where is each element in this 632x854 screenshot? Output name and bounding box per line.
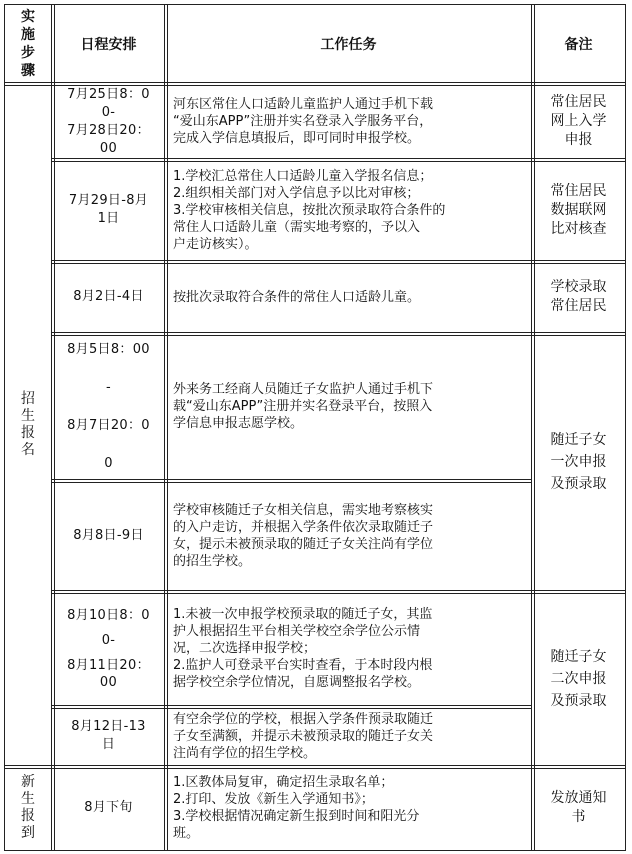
note-cell (532, 333, 625, 591)
stage-report (4, 766, 52, 850)
note-line: 常住居民 (550, 182, 607, 199)
stage-char: 新 (21, 774, 35, 790)
note-line: 一次申报 (550, 454, 607, 470)
table-row-time (52, 706, 165, 766)
time-line: 7月29日-8月 (68, 193, 149, 208)
task-line: 护人根据招生平台相关学校空余学位公示情 (173, 624, 421, 639)
task-line: 2.打印、发放《新生入学通知书》； (173, 792, 374, 807)
task-line: 班。 (173, 826, 200, 841)
note-cell (532, 84, 625, 159)
table-row-time (52, 159, 165, 261)
note-line: 及预录取 (550, 476, 607, 492)
task-line: 1.未被一次申报学校预录取的随迁子女，其监 (173, 607, 433, 622)
task-line: 户走访核实）。 (173, 236, 258, 252)
row-divider (52, 590, 532, 591)
task-line: 外来务工经商人员随迁子女监护人通过手机下 (173, 382, 434, 397)
task-line: “爱山东APP”注册并实名登录入学服务平台， (173, 114, 433, 129)
task-line: 3.学校审核相关信息，按批次预录取符合条件的 (173, 202, 446, 218)
table-row-task (165, 261, 532, 333)
note-line: 随迁子女 (550, 432, 607, 448)
task-line: 1.区教体局复审，确定招生录取名单； (173, 775, 394, 790)
table-border-left (4, 4, 5, 851)
table-row-task (165, 159, 532, 261)
column-divider (164, 4, 165, 851)
note-divider (532, 593, 625, 594)
time-line: 8月10日8：0 (67, 607, 150, 623)
header-stage-char: 实 (21, 9, 35, 25)
task-line: 完成入学信息填报后，即可同时申报学校。 (173, 131, 421, 146)
note-line: 随迁子女 (550, 648, 607, 665)
row-divider (52, 593, 532, 594)
task-line: 女，提示未被预录取的随迁子女关注尚有学位 (173, 536, 434, 552)
row-divider (52, 708, 532, 709)
task-line: 的招生学校。 (173, 553, 252, 569)
table-row-time (52, 261, 165, 333)
note-line: 及预录取 (550, 692, 607, 709)
time-line: - (106, 379, 111, 395)
task-line: 常住人口适龄儿童（需实地考察的，予以入 (173, 219, 421, 235)
note-divider (532, 332, 625, 333)
column-divider (167, 4, 168, 851)
task-line: 注尚有学位的招生学校。 (173, 745, 317, 761)
task-line: 2.监护人可登录平台实时查看，于本时段内根 (173, 658, 433, 673)
table-row-task (165, 333, 532, 480)
note-cell (532, 159, 625, 261)
task-line: 有空余学位的学校，根据入学条件预录取随迁 (173, 711, 434, 727)
time-line: 8月11日20： (67, 657, 150, 673)
table-row-task (165, 706, 532, 766)
task-line: 的入户走访，并根据入学条件依次录取随迁子 (173, 519, 434, 535)
stage-char: 生 (21, 791, 35, 807)
stage-char: 招 (21, 391, 35, 407)
table-row-time (52, 766, 165, 850)
task-line: 1.学校汇总常住人口适龄儿童入学报名信息； (173, 168, 433, 184)
header-stage-char: 骤 (21, 63, 35, 79)
note-line: 申报 (564, 132, 593, 148)
task-line: 况，二次选择申报学校； (173, 641, 317, 656)
row-divider (52, 335, 532, 336)
note-line: 比对核查 (550, 220, 607, 237)
time-line: 1日 (97, 211, 120, 226)
task-line: 3.学校根据情况确定新生报到时间和阳光分 (173, 809, 420, 824)
stage-enrollment (4, 84, 52, 766)
column-divider (54, 4, 55, 851)
time-line: 0- (101, 632, 116, 648)
row-divider (52, 705, 532, 706)
header-stage (4, 4, 52, 84)
note-line: 网上入学 (550, 113, 607, 129)
stage-char: 到 (21, 825, 35, 841)
column-divider (531, 4, 532, 851)
time-line: 7月28日20： (67, 122, 150, 138)
header-stage-char: 步 (21, 45, 35, 61)
column-divider (51, 4, 52, 851)
note-divider (532, 260, 625, 261)
table-row-time (52, 333, 165, 480)
row-divider (52, 161, 532, 162)
task-line: 河东区常住人口适龄儿童监护人通过手机下载 (173, 97, 434, 112)
time-line: 00 (99, 674, 118, 690)
time-line: 日 (101, 737, 116, 752)
table-border-right (625, 4, 626, 851)
table-row-time (52, 480, 165, 591)
time-line: 7月25日8：0 (67, 86, 150, 102)
column-divider (534, 4, 535, 851)
stage-char: 生 (21, 408, 35, 424)
row-divider (52, 158, 532, 159)
task-line: 学信息申报志愿学校。 (173, 416, 304, 431)
time-line: 8月7日20：0 (67, 417, 150, 433)
note-divider (532, 263, 625, 264)
header-note: 备注 (564, 37, 593, 53)
time-line: 8月下旬 (84, 800, 133, 815)
time-line: 00 (99, 140, 118, 156)
row-divider (52, 482, 532, 483)
row-divider (52, 332, 532, 333)
header-task: 工作任务 (320, 37, 377, 53)
note-cell (532, 261, 625, 333)
note-line: 常住居民 (550, 298, 607, 314)
stage-char: 报 (21, 808, 35, 824)
time-line: 8月12日-13 (71, 719, 146, 734)
note-divider (532, 590, 625, 591)
task-line: 据学校空余学位情况，自愿调整报名学校。 (173, 675, 421, 690)
task-line: 学校审核随迁子女相关信息，需实地考察核实 (173, 502, 434, 518)
row-divider (52, 263, 532, 264)
note-divider (532, 335, 625, 336)
section-divider (4, 765, 625, 766)
section-divider (4, 768, 625, 769)
note-divider (532, 161, 625, 162)
stage-char: 名 (21, 442, 35, 458)
note-line: 发放通知 (550, 790, 607, 806)
header-stage-char: 施 (21, 27, 35, 43)
table-row-task (165, 480, 532, 591)
task-line: 2.组织相关部门对入学信息予以比对审核； (173, 185, 420, 201)
time-line: 8月2日-4日 (73, 289, 144, 304)
time-line: 0- (101, 104, 116, 120)
note-line: 数据联网 (550, 201, 607, 218)
time-line: 8月8日-9日 (73, 527, 144, 543)
note-line: 书 (571, 809, 586, 825)
task-line: 载“爱山东APP”注册并实名登录平台，按照入 (173, 399, 433, 414)
note-cell (532, 766, 625, 850)
note-cell (532, 591, 625, 766)
table-row-task (165, 766, 532, 850)
row-divider (52, 260, 532, 261)
note-line: 二次申报 (550, 670, 607, 687)
table-row-time (52, 84, 165, 159)
task-line: 子女至满额，并提示未被预录取的随迁子女关 (173, 728, 434, 744)
table-row-task (165, 84, 532, 159)
time-line: 0 (104, 455, 113, 471)
table-row-time (52, 591, 165, 706)
note-line: 学校录取 (550, 279, 607, 295)
time-line: 8月5日8：00 (67, 341, 150, 357)
note-line: 常住居民 (550, 94, 607, 110)
table-row-task (165, 591, 532, 706)
row-divider (52, 479, 532, 480)
stage-char: 报 (21, 425, 35, 441)
note-divider (532, 158, 625, 159)
header-schedule: 日程安排 (80, 37, 137, 53)
task-line: 按批次录取符合条件的常住人口适龄儿童。 (173, 289, 421, 305)
